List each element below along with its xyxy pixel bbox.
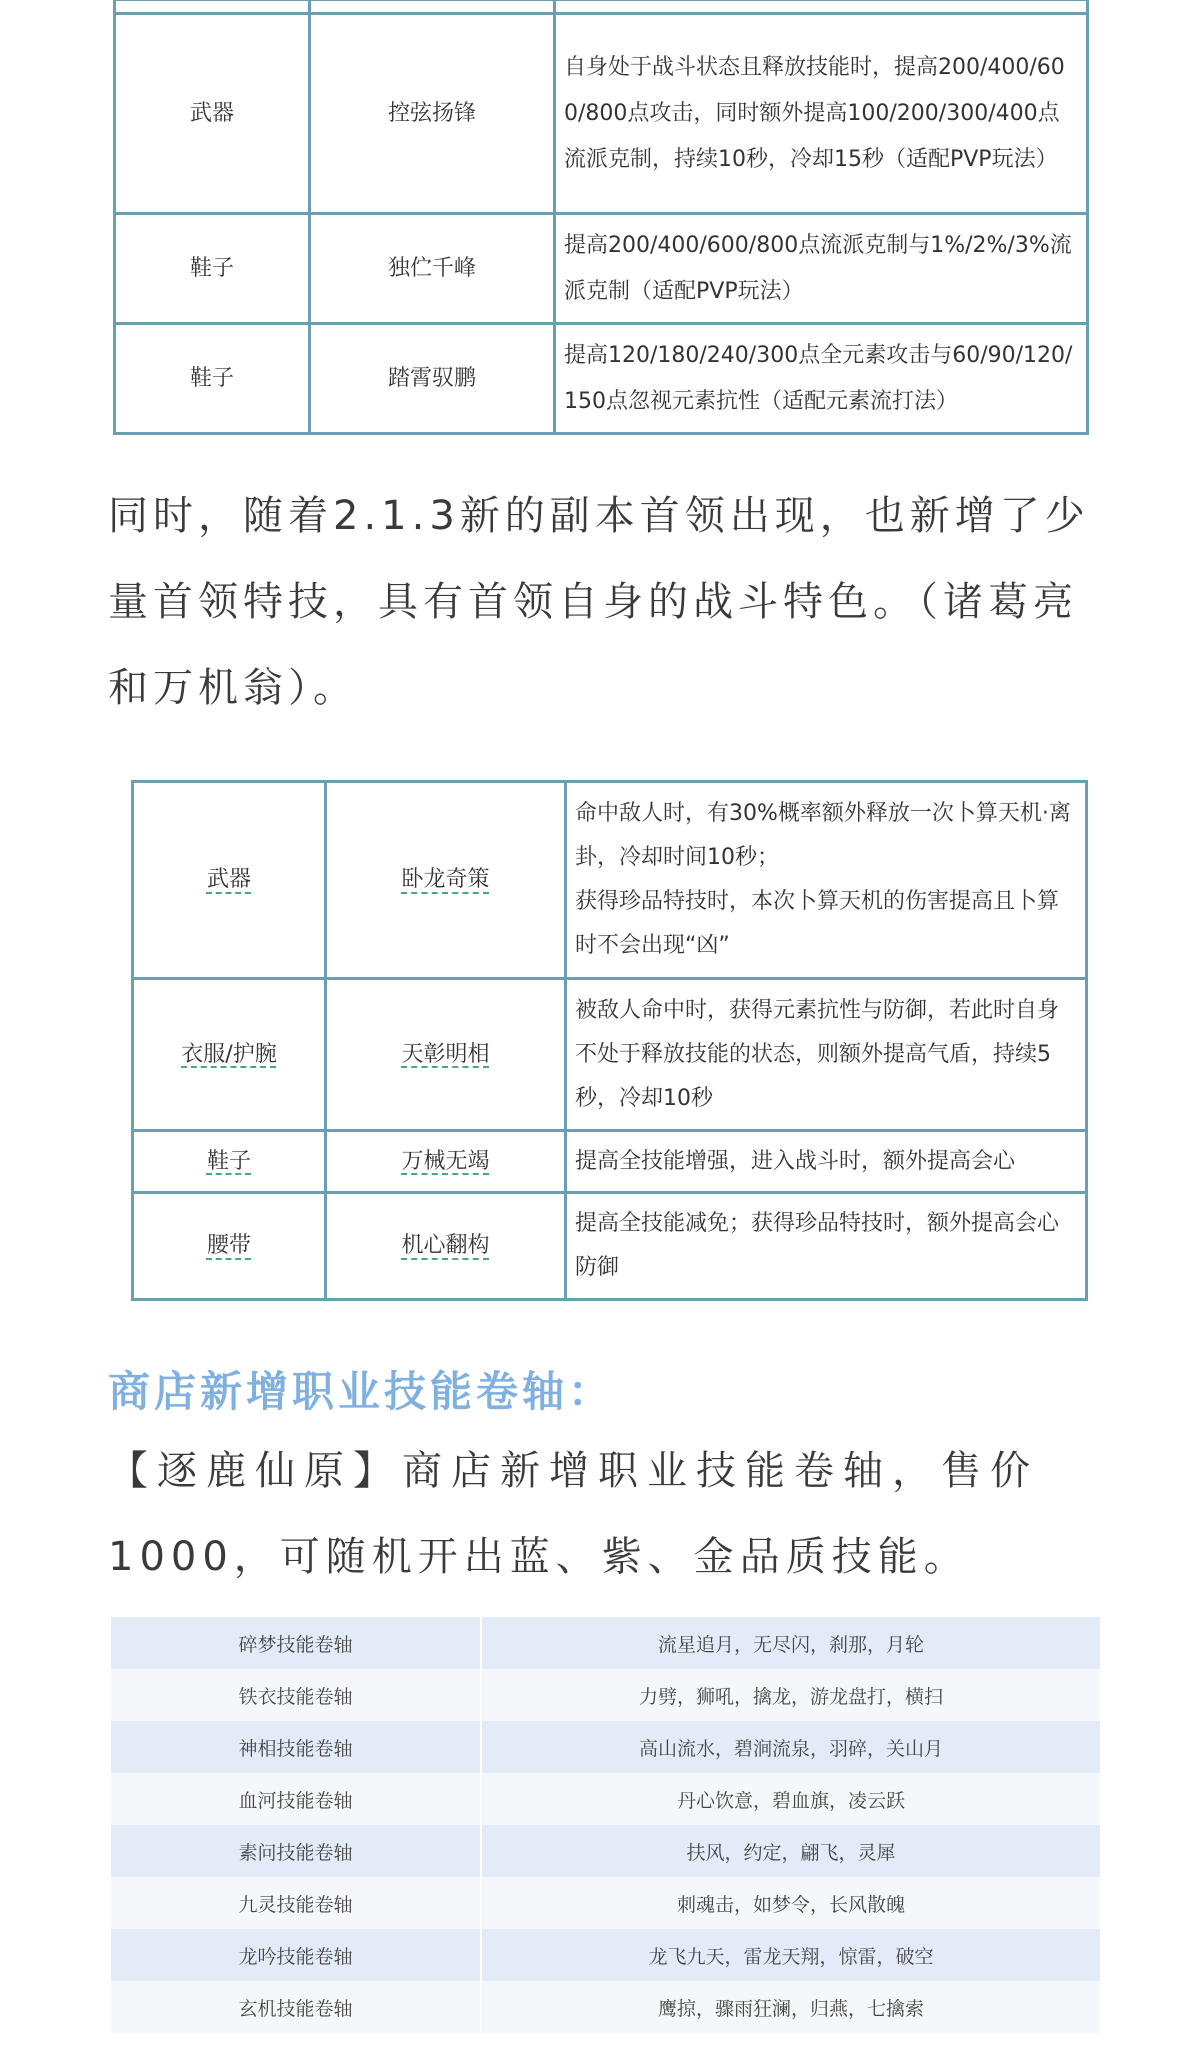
table-row — [115, 0, 1088, 14]
scroll-skills: 龙飞九天，雷龙天翔，惊雷，破空 — [481, 1929, 1101, 1981]
text-line: 量首领特技，具有首领自身的战斗特色。（诸葛亮 — [108, 579, 1078, 625]
scroll-name: 血河技能卷轴 — [111, 1773, 481, 1825]
skill-scroll-table — [111, 1617, 1102, 2033]
table-cell — [555, 0, 1088, 14]
table-cell — [115, 0, 310, 14]
table-row — [111, 1617, 1101, 1669]
scroll-name: 碎梦技能卷轴 — [111, 1617, 481, 1669]
scroll-skills: 扶风，约定，翩飞，灵犀 — [481, 1825, 1101, 1877]
scroll-skills: 高山流水，碧涧流泉，羽碎，关山月 — [481, 1721, 1101, 1773]
special-skill-name: 踏霄驭鹏 — [310, 324, 555, 434]
table-row — [115, 214, 1088, 324]
special-skill-table — [113, 0, 1089, 435]
table-row — [115, 324, 1088, 434]
table-row — [111, 1929, 1101, 1981]
boss-skill-effect-extra: 获得珍品特技时，本次卜算天机的伤害提高且卜算时不会出现“凶” — [575, 889, 1060, 958]
table-row — [111, 1877, 1101, 1929]
boss-skill-effect: 被敌人命中时，获得元素抗性与防御，若此时自身不处于释放技能的状态，则额外提高气盾，持续5秒，冷却10秒 — [566, 979, 1087, 1131]
special-skill-name: 控弦扬锋 — [310, 14, 555, 214]
table-row — [133, 979, 1087, 1131]
scroll-skills: 流星追月，无尽闪，刹那，月轮 — [481, 1617, 1101, 1669]
scroll-skills: 刺魂击，如梦令，长风散魄 — [481, 1877, 1101, 1929]
equipment-slot: 腰带 — [206, 1233, 251, 1258]
special-skill-effect: 提高120/180/240/300点全元素攻击与60/90/120/150点忽视元素抗性（适配元素流打法） — [555, 324, 1088, 434]
scroll-name: 神相技能卷轴 — [111, 1721, 481, 1773]
table-row — [133, 782, 1087, 979]
scroll-name: 铁衣技能卷轴 — [111, 1669, 481, 1721]
table-row — [115, 14, 1088, 214]
scroll-skills: 丹心饮意，碧血旗，凌云跃 — [481, 1773, 1101, 1825]
text-line: 【逐鹿仙原】商店新增职业技能卷轴，售价 — [108, 1448, 1039, 1494]
table-row — [111, 1721, 1101, 1773]
scroll-name: 素问技能卷轴 — [111, 1825, 481, 1877]
table-row — [111, 1773, 1101, 1825]
special-skill-effect: 自身处于战斗状态且释放技能时，提高200/400/600/800点攻击，同时额外提高100/200/300/400点流派克制，持续10秒，冷却15秒（适配PVP玩法） — [555, 14, 1088, 214]
table-cell — [310, 0, 555, 14]
boss-skill-effect: 提高全技能减免；获得珍品特技时，额外提高会心防御 — [566, 1193, 1087, 1300]
equipment-slot: 衣服/护腕 — [181, 1041, 277, 1067]
boss-skill-effect: 命中敌人时，有30%概率额外释放一次卜算天机·离卦，冷却时间10秒； — [575, 801, 1071, 870]
equipment-slot: 武器 — [206, 867, 251, 892]
table-row — [133, 1131, 1087, 1193]
boss-skill-name: 卧龙奇策 — [401, 867, 490, 892]
equipment-slot: 鞋子 — [115, 324, 310, 434]
boss-skill-table — [131, 780, 1088, 1301]
text-line: 1000，可随机开出蓝、紫、金品质技能。 — [108, 1534, 970, 1580]
text-line: 和万机翁）。 — [108, 665, 358, 711]
scroll-name: 玄机技能卷轴 — [111, 1981, 481, 2033]
equipment-slot: 鞋子 — [115, 214, 310, 324]
equipment-slot: 鞋子 — [206, 1148, 251, 1174]
boss-skill-paragraph — [108, 473, 1104, 731]
shop-paragraph — [108, 1428, 1104, 1600]
special-skill-name: 独伫千峰 — [310, 214, 555, 324]
table-row — [133, 1193, 1087, 1300]
scroll-name: 九灵技能卷轴 — [111, 1877, 481, 1929]
table-row — [111, 1981, 1101, 2033]
scroll-skills: 鹰掠，骤雨狂澜，归燕，七擒索 — [481, 1981, 1101, 2033]
boss-skill-name: 机心翻构 — [401, 1233, 490, 1258]
table-row — [111, 1825, 1101, 1877]
special-skill-effect: 提高200/400/600/800点流派克制与1%/2%/3%流派克制（适配PVP玩法） — [555, 214, 1088, 324]
section-heading: 商店新增职业技能卷轴： — [108, 1367, 615, 1416]
boss-skill-name: 万械无竭 — [401, 1148, 490, 1174]
text-line: 同时，随着2.1.3新的副本首领出现，也新增了少 — [108, 493, 1090, 539]
scroll-skills: 力劈，狮吼，擒龙，游龙盘打，横扫 — [481, 1669, 1101, 1721]
boss-skill-effect: 提高全技能增强，进入战斗时，额外提高会心 — [566, 1131, 1087, 1193]
boss-skill-name: 天彰明相 — [401, 1041, 490, 1067]
table-row — [111, 1669, 1101, 1721]
scroll-name: 龙吟技能卷轴 — [111, 1929, 481, 1981]
equipment-slot: 武器 — [115, 14, 310, 214]
